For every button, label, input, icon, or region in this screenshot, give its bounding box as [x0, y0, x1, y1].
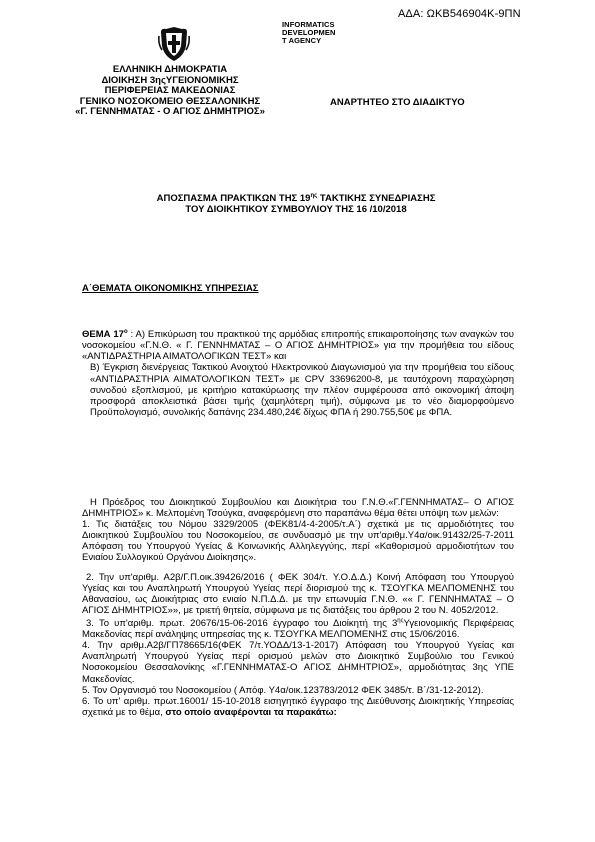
president-intro: Η Πρόεδρος του Διοικητικού Συμβουλίου και Διοικήτρια του Γ.Ν.Θ.«Γ.ΓΕΝΝΗΜΑΤΑΣ– Ο ΑΓΙΟΣ ΔΗΜΗΤΡΙΟΣ» κ. Μελπομένη Τσούγκα, αναφερόμενη στο παραπάνω θέμα θέτει υπόψη των μελών: [82, 497, 514, 520]
coat-of-arms-icon [158, 26, 190, 62]
agency-tag-line: T AGENCY [282, 36, 322, 46]
agency-tag-line: DEVELOPMEN [282, 28, 336, 38]
agency-tag [282, 21, 336, 46]
item-17-label: ΘΕΜΑ 17 [82, 329, 124, 341]
list-item: 6. Το υπ' αριθμ. πρωτ.16001/ 15-10-2018 εισηγητικό έγγραφο της Διεύθυνσης Διοικητικής Υπηρεσίας σχετικά με το θέμα, στο οποίο αναφέρονται τα παρακάτω: [82, 695, 514, 718]
header-line: ΕΛΛΗΝΙΚΗ ΔΗΜΟΚΡΑΤΙΑ [112, 64, 228, 75]
title-line-2: ΤΟΥ ΔΙΟΙΚΗΤΙΚΟΥ ΣΥΜΒΟΥΛΙΟΥ ΤΗΣ 16 /10/2018 [185, 204, 407, 216]
president-statement [82, 497, 514, 718]
header-line: ΔΙΟΙΚΗΣΗ 3ηςΥΓΕΙΟΝΟΜΙΚΗΣ [101, 74, 239, 86]
issuer-header [60, 65, 280, 118]
agency-tag-line: INFORMATICS [282, 20, 335, 29]
header-line: ΓΕΝΙΚΟ ΝΟΣΟΚΟΜΕΙΟ ΘΕΣΣΑΛΟΝΙΚΗΣ [79, 95, 261, 107]
document-title [96, 191, 496, 215]
list-item: 3. Το υπ'αριθμ. πρωτ. 20676/15-06-2016 έγγραφο του Διοίκητή της $3^{\eta\varsigma}\Upsilon\gamma\varepsilon\iota o\nu o\mu\iota\kappa ή\varsigma$ Περιφέρειας Μακεδονίας περί ανάληψης υπηρεσίας της κ. ΤΣΟΥΓΚΑ ΜΕΛΠΟΜΕΝΗΣ στις 15/06/2016. [82, 617, 514, 641]
section-heading: Α΄ΘΕΜΑΤΑ ΟΙΚΟΝΟΜΙΚΗΣ ΥΠΗΡΕΣΙΑΣ [82, 283, 259, 294]
title-line-1: ΑΠΟΣΠΑΣΜΑ ΠΡΑΚΤΙΚΩΝ ΤΗΣ $19^{\eta\varsigma}$ ΤΑΚΤΙΚΗΣ ΣΥΝΕΔΡΙΑΣΗΣ [156, 193, 436, 205]
list-item: 5. Τον Οργανισμό του Νοσοκομείου ( Απόφ. Υ4α/οικ.123783/2012 ΦΕΚ 3485/τ. Β΄/31-12-2012). [82, 684, 484, 696]
posted-online-label: ΑΝΑΡΤΗΤΕΟ ΣΤΟ ΔΙΑΔΙΚΤΥΟ [330, 97, 465, 108]
list-item: 1. Τις διατάξεις του Νόμου 3329/2005 (ΦΕΚ81/4-4-2005/τ.Α΄) σχετικά με τις αρμοδιότητες του Διοικητικού Συμβουλίου του Νοσοκομείου, σε συνδυασμό με την υπ'αριθμ.Υ4α/οικ.91432/25-7-2011 Απόφαση του Υπουργού Υγείας & Κοινωνικής Αλληλεγγύης, περί «Καθορισμού αρμοδιοτήτων του Ενιαίου Συλλογικού Οργάνου Διοίκησης». [82, 519, 514, 564]
header-line: «Γ. ΓΕΝΝΗΜΑΤΑΣ - Ο ΑΓΙΟΣ ΔΗΜΗΤΡΙΟΣ» [75, 106, 265, 118]
list-item: 4. Την αριθμ.Α2β/ΓΠ78665/16(ΦΕΚ 7/τ.ΥΟΔΔ/13-1-2017) Απόφαση του Υπουργού Υγείας και Αναπληρωτή Υπουργού Υγείας περί ορισμού μελών στο Διοικητικό Συμβούλιο του Γενικού Νοσοκομείου Θεσσαλονίκης «Γ.ΓΕΝΝΗΜΑΤΑΣ-Ο ΑΓΙΟΣ ΔΗΜΗΤΡΙΟΣ», αρμοδιότητας 3ης ΥΠΕ Μακεδονίας. [82, 640, 514, 685]
list-item: 2. Την υπ'αριθμ. Α2β/Γ.Π.οικ.39426/2016 ( ΦΕΚ 304/τ. Υ.Ο.Δ.Δ.) Κοινή Απόφαση του Υπουργού Υγείας και του Αναπληρωτή Υπουργού Υγείας περί διορισμού της κ. ΤΣΟΥΓΚΑ ΜΕΛΠΟΜΕΝΗΣ του Αθανασίου, ως Διοικήτριας στο ενιαίο Ν.Π.Δ.Δ. με την επωνυμία Γ.Ν.Θ. «« Γ. ΓΕΝΝΗΜΑΤΑΣ – Ο ΑΓΙΟΣ ΔΗΜΗΤΡΙΟΣ»», με τριετή θητεία, σύμφωνα με τις διατάξεις του άρθρου 2 του Ν. 4052/2012. [82, 571, 514, 616]
ada-code: ΑΔΑ: ΩΚΒ546904Κ-9ΠΝ [398, 8, 521, 20]
header-line: ΠΕΡΙΦΕΡΕΙΑΣ ΜΑΚΕΔΟΝΙΑΣ [104, 85, 236, 97]
item-17-part-b: Β) Έγκριση διενέργειας Τακτικού Ανοιχτού Ηλεκτρονικού Διαγωνισμού για την προμήθεια του είδους «ΑΝΤΙΔΡΑΣΤΗΡΙΑ ΑΙΜΑΤΟΛΟΓΙΚΩΝ ΤΕΣΤ» με CPV 33696200-8, με ταυτόχρονη παραχώρηση συνοδού εξοπλισμού, με κριτήριο κατακύρωσης την πλέον συμφέρουσα από οικονομική άποψη προσφορά αποκλειστικά βάσει τιμής (χαμηλότερη τιμή), σύμφωνα με το νέο διαμορφούμενο Προϋπολογισμό, συνολικής δαπάνης 234.480,24€ δίχως ΦΠΑ ή 290.755,50€ με ΦΠΑ. [90, 362, 514, 418]
item-17 [82, 327, 514, 418]
item-17-part-a: ΘΕΜΑ $17^o$ : Α) Επικύρωση του πρακτικού της αρμόδιας επιτροπής επικαιροποίησης των αναγκών του νοσοκομείου «Γ.Ν.Θ. « Γ. ΓΕΝΝΗΜΑΤΑΣ – Ο ΑΓΙΟΣ ΔΗΜΗΤΡΙΟΣ» για την προμήθεια του είδους «ΑΝΤΙΔΡΑΣΤΗΡΙΑ ΑΙΜΑΤΟΛΟΓΙΚΩΝ ΤΕΣΤ» και [82, 329, 514, 363]
